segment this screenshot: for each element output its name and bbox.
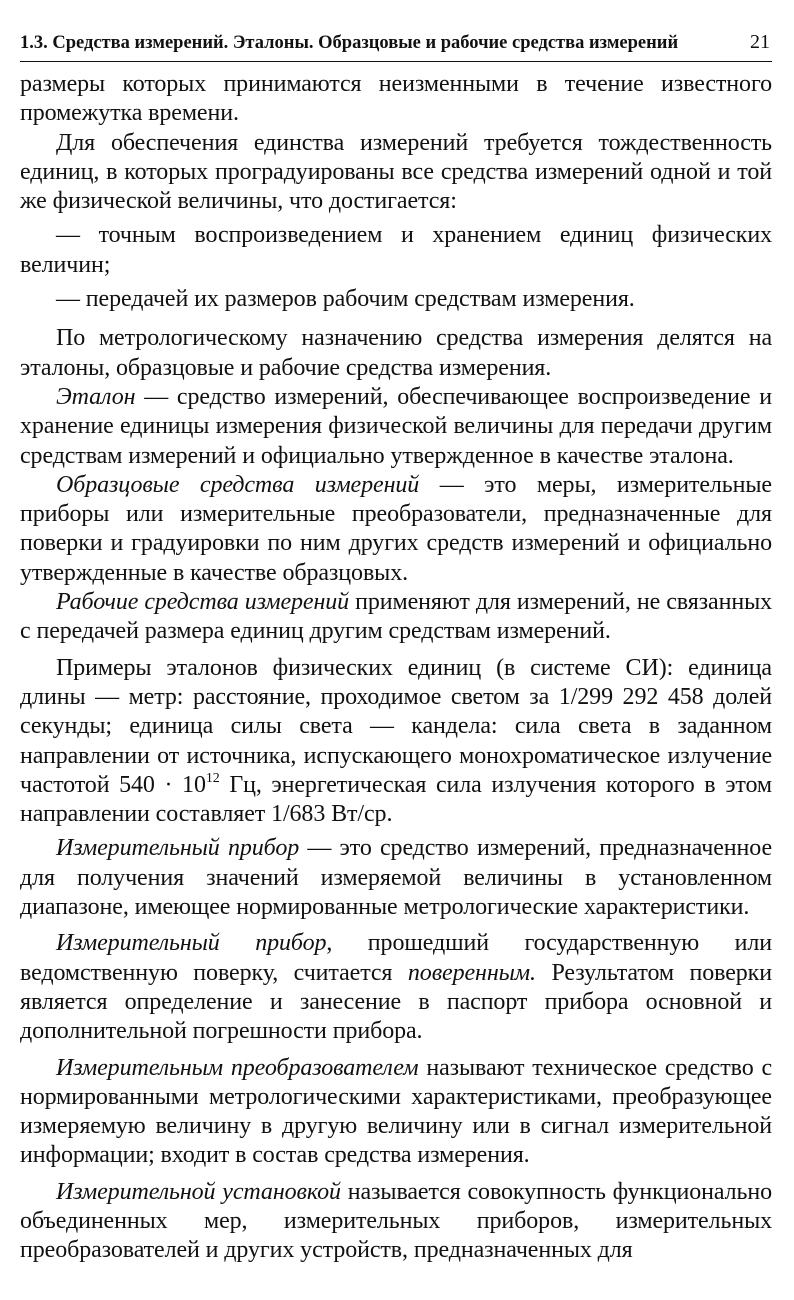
paragraph-examples: Примеры эталонов физических единиц (в системе СИ): единица длины — метр: расстояние, проходимое светом за 1/299 292 458 долей секунды; единица силы света — кандела: сила света в заданном направлении от источника, испускающего монохроматическое излучение частотой $540 \cdot 10^{12}$ Гц, энергетическая сила излучения которого в этом направлении составляет 1/683 Вт/ср. bbox=[20, 654, 772, 828]
paragraph-2: Для обеспечения единства измерений требуется тождественность единиц, в которых проградуированы все средства измерений одной и той же физической величины, что достигается: bbox=[20, 129, 772, 215]
term-measuring-installation: Измерительной установкой bbox=[56, 1178, 341, 1205]
definition-etalon: Эталон — средство измерений, обеспечивающее воспроизведение и хранение единицы измерения физической величины для передачи другим средствам измерений и официально утвержденное в качестве эталона. bbox=[20, 383, 772, 469]
list-item-2: — передачей их размеров рабочим средствам измерения. bbox=[56, 286, 635, 313]
definition-measuring-installation: Измерительной установкой называется совокупность функционально объединенных мер, измерительных приборов, измерительных преобразователей и других устройств, предназначенных для bbox=[20, 1178, 772, 1264]
term-reference-instruments: Образцовые средства измерений bbox=[56, 471, 420, 498]
definition-working-instruments: Рабочие средства измерений применяют для измерений, не связанных с передачей размера единиц другим средствам измерений. bbox=[20, 589, 772, 645]
term-etalon: Эталон bbox=[56, 383, 136, 410]
term-measuring-device: Измерительный прибор bbox=[56, 835, 300, 862]
definition-reference-instruments: Образцовые средства измерений — это меры, измерительные приборы или измерительные преобразователи, предназначенные для поверки и градуировки по ним других средств измерений и официально утвержденные в качестве образцовых. bbox=[20, 471, 772, 586]
page-body bbox=[20, 70, 772, 1266]
term-measuring-transducer: Измерительным преобразователем bbox=[56, 1054, 419, 1081]
term-working-instruments: Рабочие средства измерений bbox=[56, 589, 350, 616]
term-measuring-device-2: Измерительный прибор bbox=[56, 930, 327, 957]
paragraph-verified-device: Измерительный прибор, прошедший государственную или ведомственную поверку, считается поверенным. Результатом поверки является определение и занесение в паспорт прибора основной и дополнительной погрешности прибора. bbox=[20, 930, 772, 1045]
paragraph-1: размеры которых принимаются неизменными в течение известного промежутка времени. bbox=[20, 71, 772, 127]
running-header bbox=[20, 30, 772, 62]
section-title: 1.3. Средства измерений. Эталоны. Образцовые и рабочие средства измерений bbox=[20, 33, 679, 53]
page-number: 21 bbox=[750, 31, 770, 53]
definition-measuring-device: Измерительный прибор — это средство измерений, предназначенное для получения значений измеряемой величины в установленном диапазоне, имеющее нормированные метрологические характеристики. bbox=[20, 835, 772, 921]
list-item-1: — точным воспроизведением и хранением единиц физических величин; bbox=[20, 222, 772, 278]
paragraph-3: По метрологическому назначению средства измерения делятся на эталоны, образцовые и рабочие средства измерения. bbox=[20, 325, 772, 381]
term-verified: поверенным. bbox=[407, 959, 536, 986]
definition-measuring-transducer: Измерительным преобразователем называют техническое средство с нормированными метрологическими характеристиками, преобразующее измеряемую величину в другую величину или в сигнал измерительной информации; входит в состав средства измерения. bbox=[20, 1054, 772, 1169]
